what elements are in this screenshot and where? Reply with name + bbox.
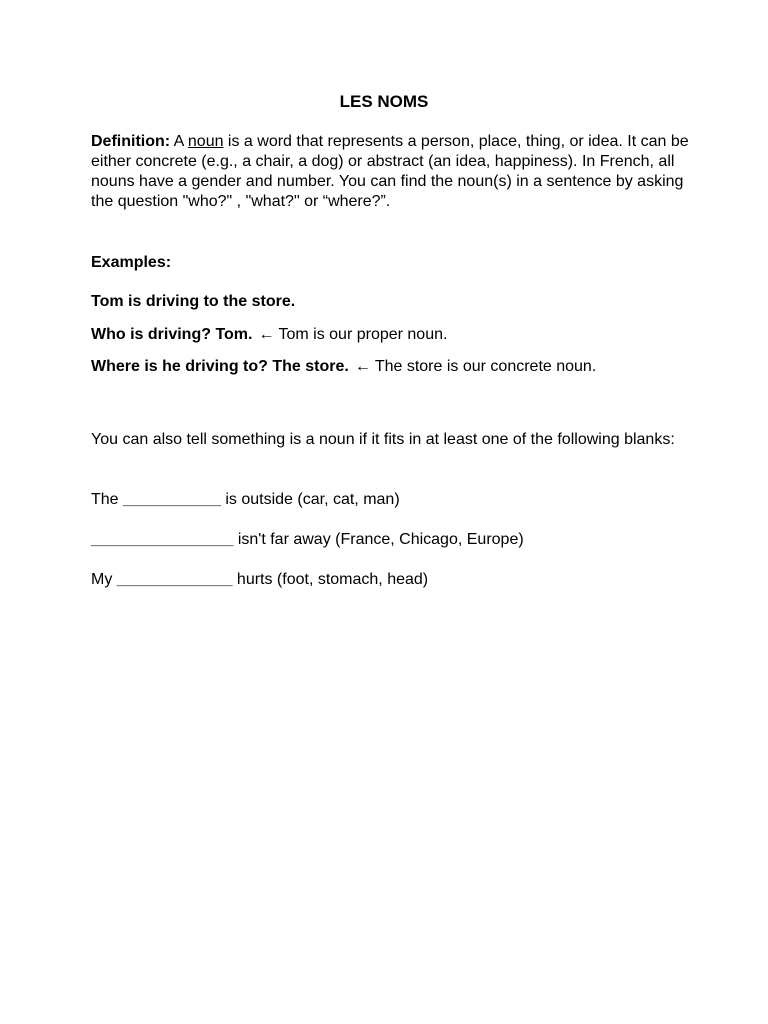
blank-sentence-3 bbox=[91, 570, 428, 590]
also-paragraph: You can also tell something is a noun if it fits in at least one of the following blanks: bbox=[91, 431, 675, 448]
blank-1-line: ___________ bbox=[123, 491, 221, 508]
blank-3-before: My bbox=[91, 571, 117, 588]
blank-1-after: is outside (car, cat, man) bbox=[220, 491, 400, 508]
definition-label: Definition: bbox=[91, 133, 171, 150]
blank-3-after: hurts (foot, stomach, head) bbox=[232, 571, 429, 588]
question-where-text: Where is he driving to? The store. bbox=[91, 358, 349, 375]
blank-1-before: The bbox=[91, 491, 124, 508]
blank-2-line: ________________ bbox=[91, 531, 234, 548]
definition-paragraph bbox=[91, 132, 691, 212]
definition-text-before: A bbox=[170, 133, 188, 150]
left-arrow-icon: ← bbox=[258, 326, 275, 343]
question-where-note: The store is our concrete noun. bbox=[374, 358, 597, 375]
question-who-note: Tom is our proper noun. bbox=[278, 326, 448, 343]
question-who-text: Who is driving? Tom. bbox=[91, 326, 253, 343]
example-sentence: Tom is driving to the store. bbox=[91, 293, 296, 310]
blank-sentence-2 bbox=[91, 530, 524, 550]
blank-2-after: isn't far away (France, Chicago, Europe) bbox=[233, 531, 524, 548]
left-arrow-icon: ← bbox=[354, 358, 371, 375]
blank-3-line: _____________ bbox=[116, 571, 233, 588]
page-title: LES NOMS bbox=[339, 92, 429, 111]
example-question-who bbox=[91, 325, 447, 345]
examples-heading: Examples: bbox=[91, 254, 172, 271]
definition-noun-word: noun bbox=[187, 133, 224, 150]
blank-sentence-1 bbox=[91, 490, 400, 510]
example-question-where bbox=[91, 357, 596, 377]
definition-text-after: is a word that represents a person, place, thing, or idea. It can be either concrete (e.g., a chair, a dog) or abstract (an idea, happiness). In French, all nouns have a gender and number. You can find the noun(s) in a sentence by asking the question "who?" , "what?" or “where?”. bbox=[91, 133, 689, 210]
